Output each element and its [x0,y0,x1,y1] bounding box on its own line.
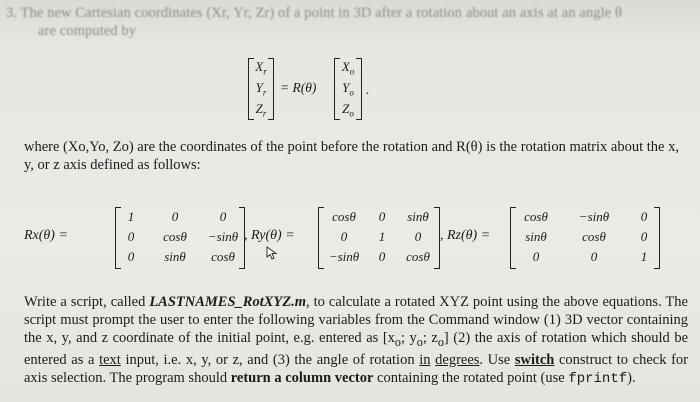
rotated-y: $Y_r$ [255,80,267,98]
matrix-cell: 1 [640,249,648,264]
rx-matrix [115,207,245,269]
matrix-cell: 0 [378,209,386,224]
sub-o-3: o [437,334,444,349]
matrix-cell: 0 [219,209,227,224]
matrix-cell: 0 [171,209,179,224]
original-y: $Y_o$ [342,80,354,98]
task-text-3: input, i.e. x, y, or z, and (3) the angle of rotation [120,351,420,368]
matrix-cell: 0 [414,229,422,244]
intro-line-1: 3. The new Cartesian coordinates (Xr, Yr, Zr) of a point in 3D after a rotation about an axis at an angle θ [6,5,623,21]
task-text-2d: ] (2) the axis of rotation which should be entered as a [24,330,689,368]
matrix-cell: −sinθ [207,229,239,244]
matrix-cell: cosθ [524,209,548,224]
original-z: $Z_o$ [342,101,354,119]
return-column-vector: return a column vector [230,369,374,386]
intro-line-2: are computed by [38,23,137,39]
rotated-z: $Z_r$ [255,101,267,119]
matrix-cell: 0 [640,209,648,224]
matrix-cell: 0 [340,229,348,244]
equals-rotation: = R(θ) [280,80,317,95]
matrix-cell: −sinθ [328,249,360,264]
matrix-cell: 1 [378,229,386,244]
matrix-cell: cosθ [406,249,430,264]
task-text-6: containing the rotated point (use [373,369,569,386]
matrix-cell: 1 [127,209,135,224]
matrix-cell: 0 [378,249,386,264]
matrix-cell: cosθ [163,229,187,244]
matrix-cell: 0 [127,229,135,244]
task-text-2c: ; z [422,330,438,346]
rz-matrix [510,207,660,269]
matrix-cell: cosθ [582,229,606,244]
matrix-cell: sinθ [164,249,186,264]
problem-intro [6,4,696,40]
task-paragraph [24,293,688,388]
switch-word: switch [514,351,555,368]
matrix-cell: sinθ [525,229,547,244]
matrix-cell: cosθ [211,249,235,264]
matrix-cell: −sinθ [578,209,610,224]
ry-label: , Ry(θ) = [244,228,295,243]
text-word: text [99,351,121,368]
matrix-cell: 0 [640,229,648,244]
where-paragraph: where (Xo,Yo, Zo) are the coordinates of the point before the rotation and R(θ) is the rotation matrix about the x, y, or z axis defined as follows: [24,139,679,173]
rotated-x: $X_r$ [255,59,267,77]
rotated-vector [248,58,274,120]
task-text-7: ). [627,369,636,386]
matrix-cell: 0 [532,249,540,264]
rz-label: , Rz(θ) = [440,228,491,243]
script-name: LASTNAMES_RotXYZ.m [149,294,307,310]
original-x: $X_o$ [341,59,355,77]
sub-o-1: o [394,334,401,349]
original-vector [334,58,362,120]
rx-label: Rx(θ) = [24,228,68,243]
task-text-5: construct to check for axis selection. The program should [24,351,688,386]
task-text-1: Write a script, called [24,294,150,310]
in-word: in [419,351,431,368]
ry-matrix [318,207,440,269]
task-text-2b: ; y [400,330,417,346]
matrix-cell: 0 [590,249,598,264]
rotation-equation [248,58,418,120]
task-text-4: . Use [479,351,515,368]
fprintf-code: fprintf [568,370,628,387]
equation-period: . [366,82,370,97]
mouse-cursor-icon [266,246,280,260]
sub-o-2: o [416,334,423,349]
matrix-cell: sinθ [407,209,429,224]
matrix-cell: cosθ [332,209,356,224]
degrees-word: degrees [435,351,480,368]
task-text-2: , to calculate a rotated XYZ point using the above equations. The script must prompt the user to enter the following variables from the Command window (1) 3D vector containing the x, y, and z coordinate of the initial point, e.g. entered as [x [24,294,688,346]
matrix-cell: 0 [127,249,135,264]
